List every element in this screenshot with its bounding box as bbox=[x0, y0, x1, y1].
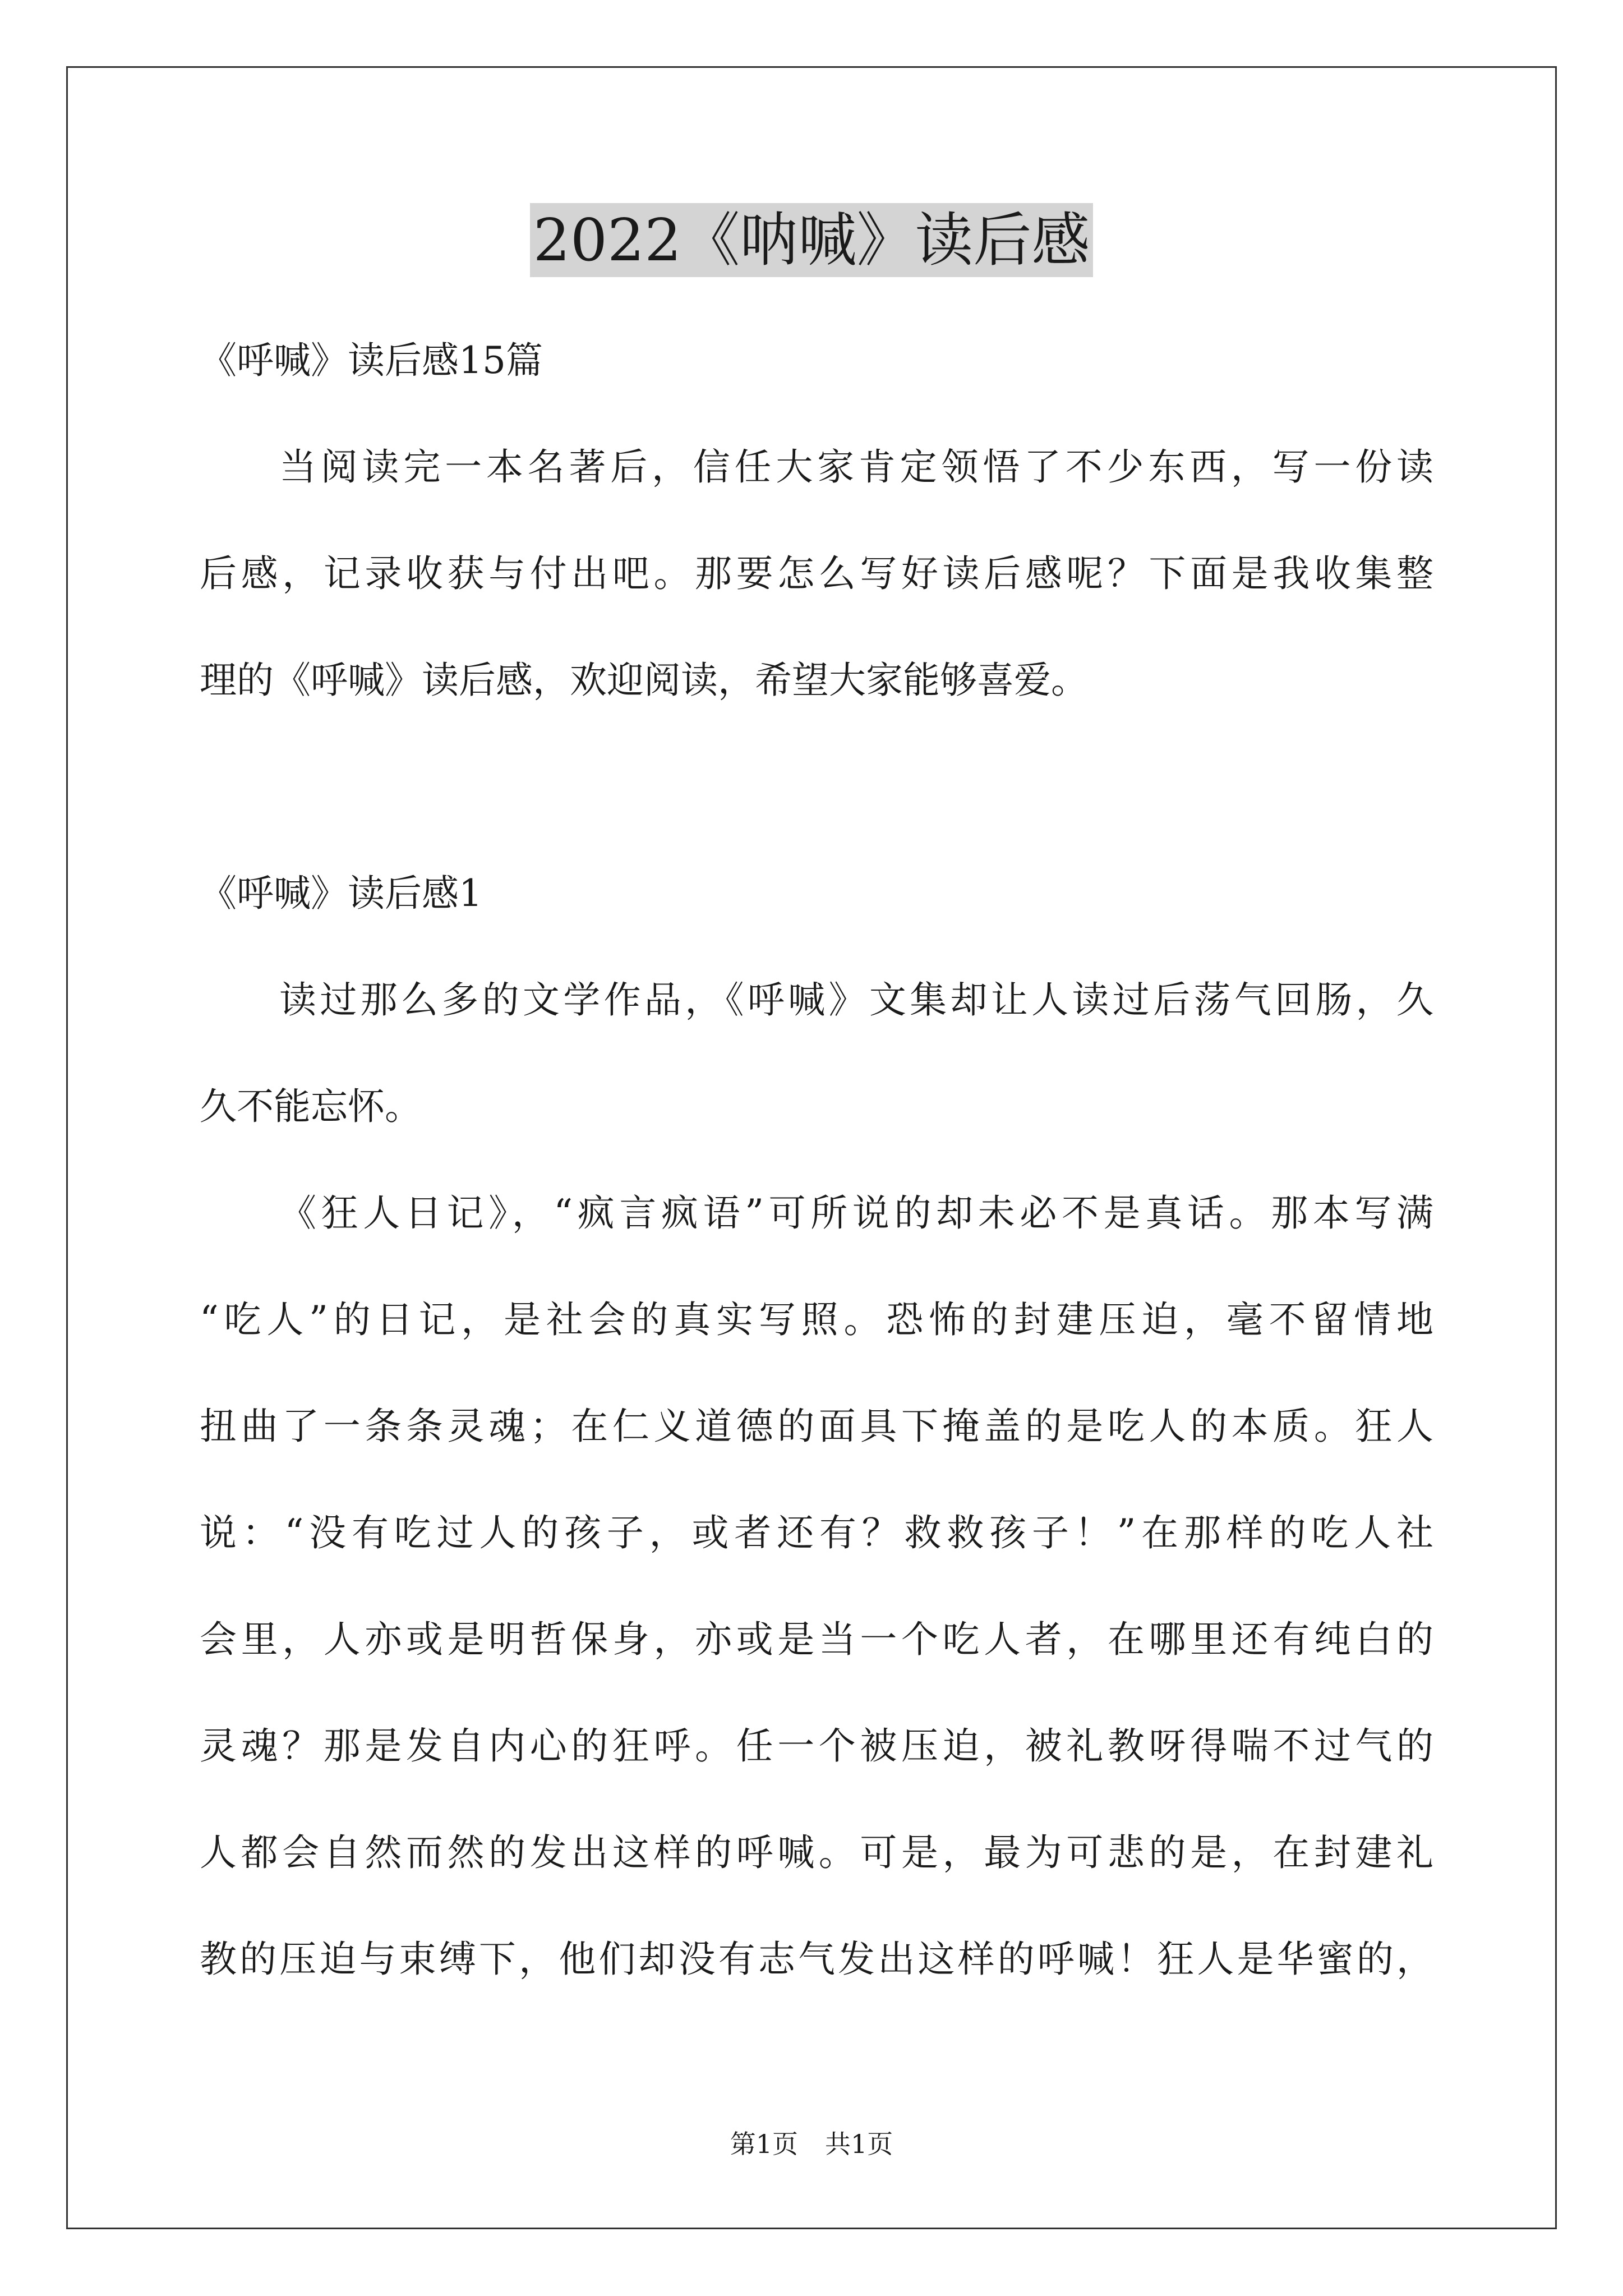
para2-line-8: 教的压迫与束缚下，他们却没有志气发出这样的呼喊！狂人是华蜜的， bbox=[200, 1938, 1433, 1981]
page-number: 第1页 bbox=[730, 2129, 798, 2159]
document-title: 2022《呐喊》读后感 bbox=[530, 203, 1094, 277]
page-footer bbox=[0, 2127, 1623, 2161]
document-body bbox=[200, 307, 1433, 2013]
para1-line-2: 久不能忘怀。 bbox=[200, 1085, 422, 1128]
para2-line-2: “吃人”的日记，是社会的真实写照。恐怖的封建压迫，毫不留情地 bbox=[200, 1298, 1433, 1341]
para2-line-5: 会里，人亦或是明哲保身，亦或是当一个吃人者，在哪里还有纯白的 bbox=[200, 1618, 1433, 1661]
page-total: 共1页 bbox=[825, 2129, 893, 2159]
para1-line-1: 读过那么多的文学作品，《呼喊》文集却让人读过后荡气回肠，久 bbox=[279, 978, 1433, 1022]
intro-line-2: 后感，记录收获与付出吧。那要怎么写好读后感呢？下面是我收集整 bbox=[200, 552, 1433, 595]
intro-line-3: 理的《呼喊》读后感，欢迎阅读，希望大家能够喜爱。 bbox=[200, 659, 1088, 702]
title-container bbox=[0, 203, 1623, 277]
para2-line-1: 《狂人日记》，“疯言疯语”可所说的却未必不是真话。那本写满 bbox=[279, 1191, 1433, 1235]
para2-line-3: 扭曲了一条条灵魂；在仁义道德的面具下掩盖的是吃人的本质。狂人 bbox=[200, 1405, 1433, 1448]
intro-line-1: 当阅读完一本名著后，信任大家肯定领悟了不少东西，写一份读 bbox=[279, 445, 1433, 489]
para2-line-7: 人都会自然而然的发出这样的呼喊。可是，最为可悲的是，在封建礼 bbox=[200, 1831, 1433, 1874]
section-heading: 《呼喊》读后感1 bbox=[200, 872, 482, 915]
blank-line bbox=[200, 734, 1433, 840]
para2-line-4: 说：“没有吃过人的孩子，或者还有？救救孩子！”在那样的吃人社 bbox=[200, 1511, 1433, 1554]
subtitle: 《呼喊》读后感15篇 bbox=[200, 339, 543, 382]
para2-line-6: 灵魂？那是发自内心的狂呼。任一个被压迫，被礼教呀得喘不过气的 bbox=[200, 1724, 1433, 1768]
